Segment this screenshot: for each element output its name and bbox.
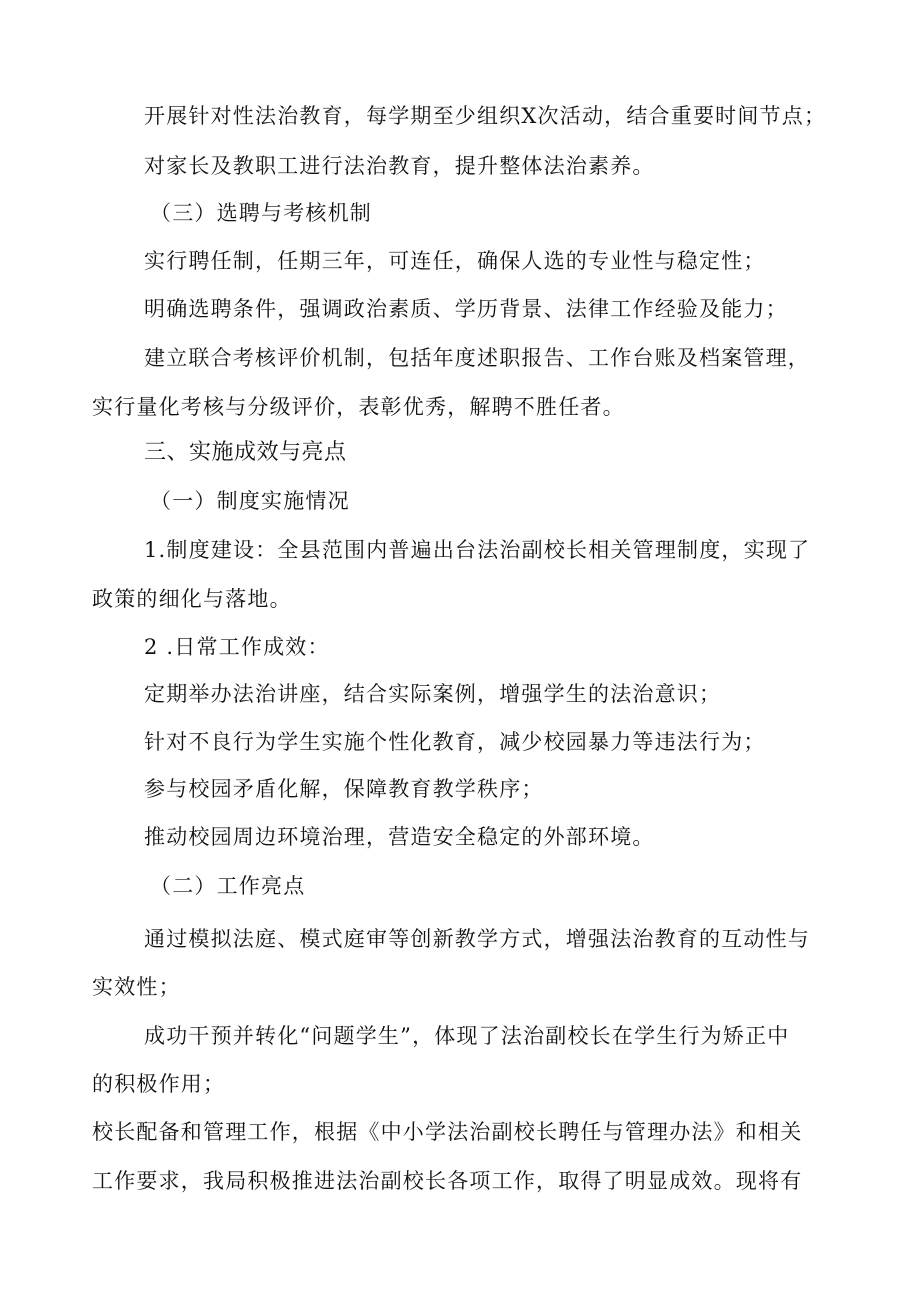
paragraph-line: 推动校园周边环境治理，营造安全稳定的外部环境。 (144, 825, 655, 849)
paragraph-line: 实行聘任制，任期三年，可连任，确保人选的专业性与稳定性； (144, 249, 766, 273)
paragraph-line: 针对不良行为学生实施个性化教育，减少校园暴力等违法行为； (144, 730, 766, 754)
paragraph-line: 的积极作用； (92, 1072, 226, 1096)
subsection-heading: （三）选聘与考核机制 (150, 201, 372, 225)
paragraph-line: 定期举办法治讲座，结合实际案例，增强学生的法治意识； (144, 682, 722, 706)
paragraph-line: 明确选聘条件，强调政治素质、学历背景、法律工作经验及能力； (144, 297, 788, 321)
subsection-heading: （一）制度实施情况 (150, 489, 350, 513)
list-heading: 2 .日常工作成效： (144, 635, 330, 659)
paragraph-line: 1.制度建设：全县范围内普遍出台法治副校长相关管理制度，实现了 (144, 538, 811, 562)
paragraph-line: 参与校园矛盾化解，保障教育教学秩序； (144, 777, 544, 801)
paragraph-line: 政策的细化与落地。 (92, 587, 292, 611)
paragraph-line: 开展针对性法治教育，每学期至少组织X次活动，结合重要时间节点； (144, 104, 827, 128)
paragraph-line: 工作要求，我局积极推进法治副校长各项工作，取得了明显成效。现将有 (92, 1169, 803, 1193)
paragraph-line: 建立联合考核评价机制，包括年度述职报告、工作台账及档案管理， (144, 346, 810, 370)
paragraph-line: 通过模拟法庭、模式庭审等创新教学方式，增强法治教育的互动性与 (144, 927, 810, 951)
paragraph-line: 成功干预并转化“问题学生”，体现了法治副校长在学生行为矫正中 (144, 1024, 790, 1048)
paragraph-line: 实效性； (92, 975, 181, 999)
subsection-heading: （二）工作亮点 (150, 874, 306, 898)
paragraph-line: 实行量化考核与分级评价，表彰优秀，解聘不胜任者。 (92, 395, 625, 419)
paragraph-line: 对家长及教职工进行法治教育，提升整体法治素养。 (144, 154, 655, 178)
section-heading: 三、实施成效与亮点 (144, 440, 347, 465)
paragraph-line: 校长配备和管理工作，根据《中小学法治副校长聘任与管理办法》和相关 (92, 1120, 803, 1144)
